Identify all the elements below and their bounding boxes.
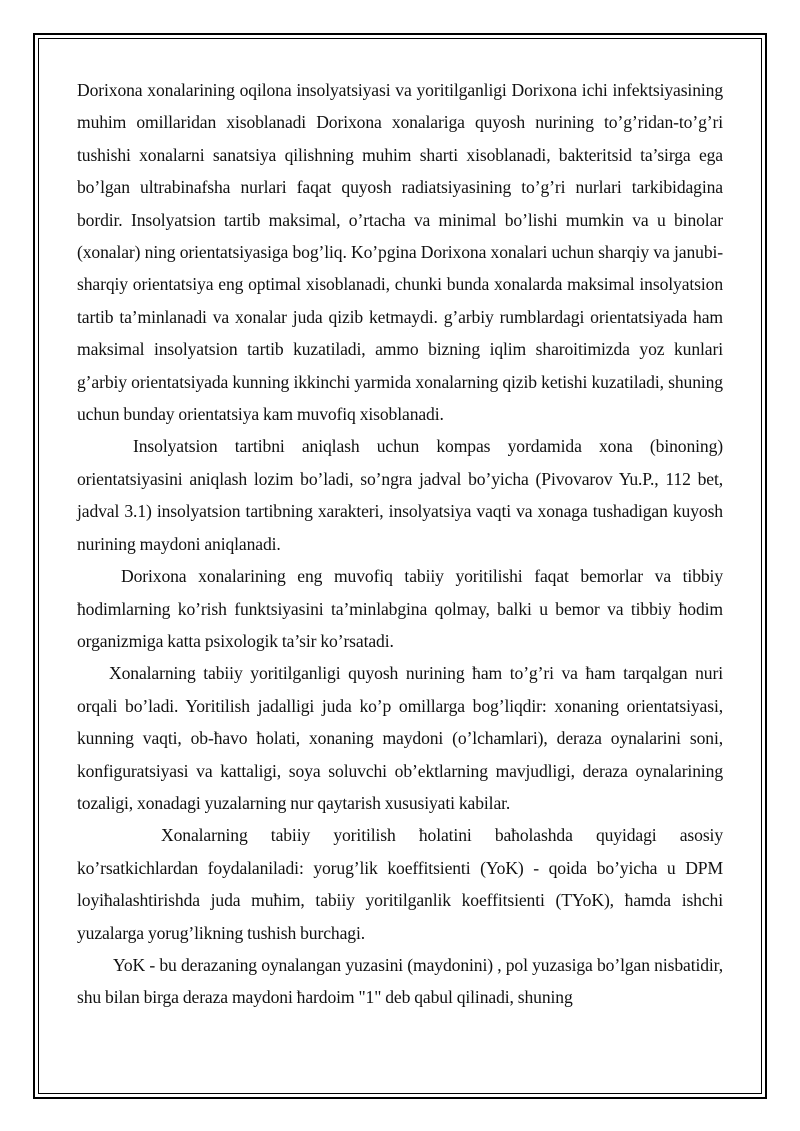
paragraph-yok-definition: YoK - bu derazaning oynalangan yuzasini (maydonini) , pol yuzasiga bo’lgan nisbatidir, shu bilan birga deraza maydoni ћardoim "1" deb qabul qilinadi, shuning (77, 954, 723, 1008)
paragraph-insolation-method: Insolyatsion tartibni aniqlash uchun kompas yordamida xona (binoning) orientatsiyasini aniqlash lozim bo’ladi, so’ngra jadval bo’yicha (Pivovarov Yu.P., 112 bet, jadval 3.1) insolyatsion tartibning xarakteri, insolyatsiya vaqti va xonaga tushadigan kuyosh nurining maydoni aniqlanadi. (77, 436, 723, 554)
document-body (77, 74, 723, 1014)
paragraph-lighting-factors: Xonalarning tabiiy yoritilganligi quyosh nurining ћam to’g’ri va ћam tarqalgan nuri orqali bo’ladi. Yoritilish jadalligi juda ko’p omillarga bog’liqdir: xonaning orientatsiyasi, kunning vaqti, ob-ћavo ћolati, xonaning maydoni (o’lchamlari), deraza oynalarini soni, konfiguratsiyasi va kattaligi, soya soluvchi ob’ektlarning mavjudligi, deraza oynalarining tozaligi, xonadagi yuzalarning nur qaytarish xususiyati kabilar. (77, 663, 723, 813)
paragraph-insolation-intro: Dorixona xonalarining oqilona insolyatsiyasi va yoritilganligi Dorixona ichi infektsiyasining muhim omillaridan xisoblanadi Dorixona xonalariga quyosh nurining to’g’ridan-to’g’ri tushishi xonalarni sanatsiya qilishning muhim sharti xisoblanadi, bakteritsid ta’sirga ega bo’lgan ultrabinafsha nurlari faqat quyosh radiatsiyasining to’g’ri nurlari tarkibidagina bordir. Insolyatsion tartib maksimal, o’rtacha va minimal bo’lishi mumkin va u binolar (xonalar) ning orientatsiyasiga bog’liq. Ko’pgina Dorixona xonalari uchun sharqiy va janubi-sharqiy orientatsiya eng optimal xisoblanadi, chunki bunda xonalarda maksimal insolyatsion tartib ta’minlanadi va xonalar juda qizib ketmaydi. g’arbiy rumblardagi orientatsiyada ham maksimal insolyatsion tartib kuzatiladi, ammo bizning iqlim sharoitimizda yoz kunlari g’arbiy orientatsiyada kunning ikkinchi yarmida xonalarning qizib ketishi kuzatiladi, shuning uchun bunday orientatsiya kam muvofiq xisoblanadi. (77, 80, 723, 425)
paragraph-lighting-indicators: Xonalarning tabiiy yoritilish ћolatini baћolashda quyidagi asosiy ko’rsatkichlardan foydalaniladi: yorug’lik koeffitsienti (YoK) - qoida bo’yicha u DPM loyiћalashtirishda juda muћim, tabiiy yoritilganlik koeffitsienti (TYoK), ћamda ishchi yuzalarga yorug’likning tushish burchagi. (77, 825, 723, 943)
paragraph-natural-lighting: Dorixona xonalarining eng muvofiq tabiiy yoritilishi faqat bemorlar va tibbiy ћodimlarning ko’rish funktsiyasini ta’minlabgina qolmay, balki u bemor va tibbiy ћodim organizmiga katta psixologik ta’sir ko’rsatadi. (77, 566, 723, 651)
